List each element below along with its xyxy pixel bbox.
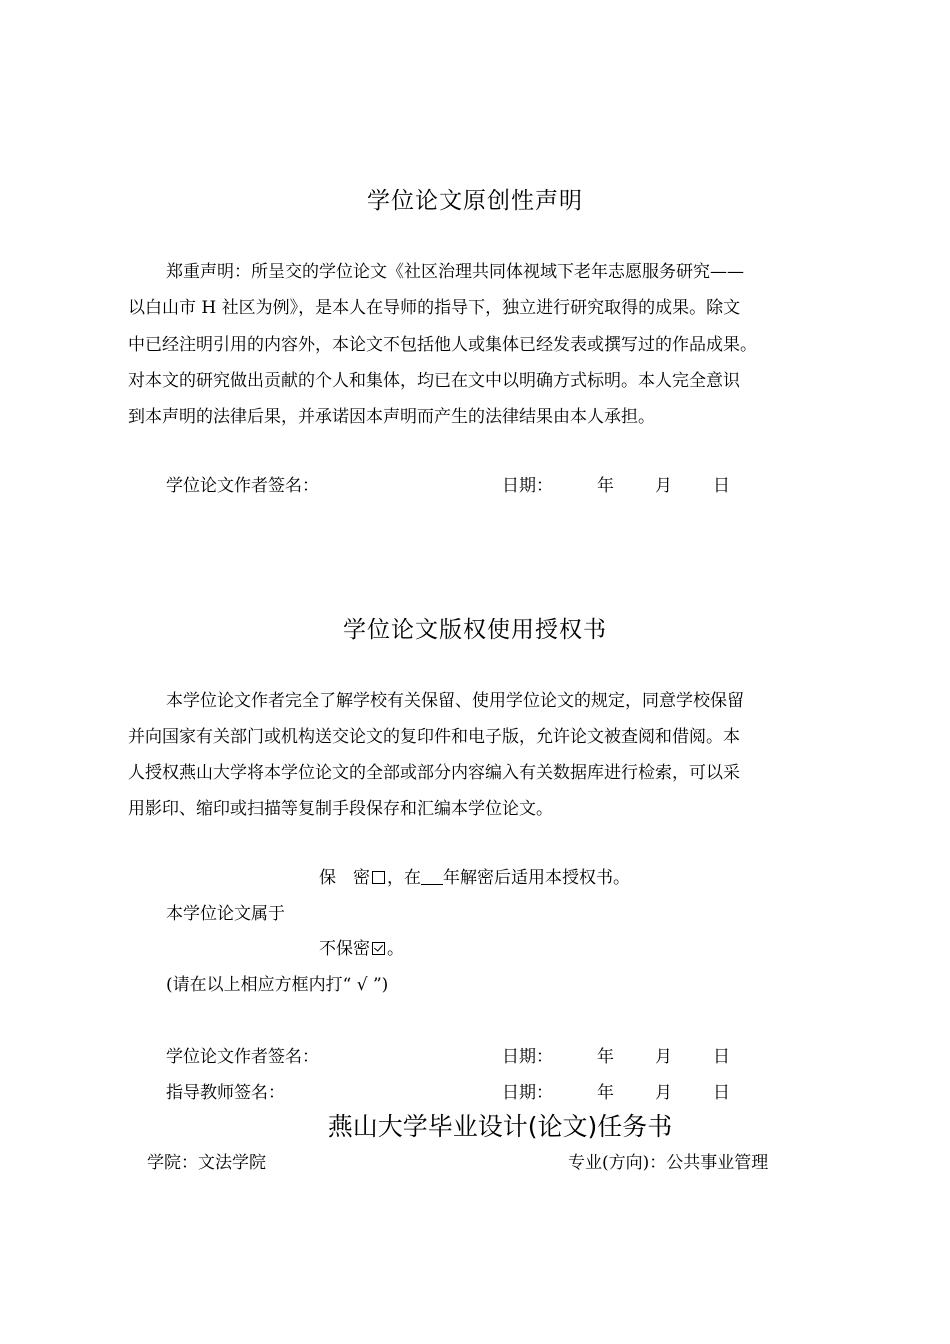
secret-years-blank[interactable] — [421, 870, 443, 885]
authorization-author-month: 月 — [655, 1047, 672, 1067]
not-secret-suffix: 。 — [387, 939, 404, 959]
authorization-author-sign-label: 学位论文作者签名： — [166, 1047, 319, 1067]
declaration-month: 月 — [655, 476, 672, 496]
declaration-title: 学位论文原创性声明 — [367, 188, 583, 214]
authorization-title: 学位论文版权使用授权书 — [343, 617, 607, 643]
advisor-sign-label: 指导教师签名： — [166, 1083, 285, 1103]
authorization-line-1: 本学位论文作者完全了解学校有关保留、使用学位论文的规定，同意学校保留 — [166, 691, 744, 711]
not-secret-option-line — [319, 934, 404, 959]
declaration-author-sign-label: 学位论文作者签名： — [166, 476, 319, 496]
declaration-year: 年 — [597, 476, 614, 496]
declaration-day: 日 — [713, 476, 730, 496]
secret-checkbox[interactable] — [372, 871, 385, 884]
task-book-title: 燕山大学毕业设计(论文)任务书 — [327, 1112, 673, 1141]
major-label: 专业(方向)：公共事业管理 — [568, 1153, 769, 1173]
advisor-date-label: 日期： — [502, 1083, 553, 1103]
advisor-month: 月 — [655, 1083, 672, 1103]
secret-label: 保 密 — [319, 868, 370, 888]
declaration-date-label: 日期： — [502, 476, 553, 496]
authorization-line-3: 人授权燕山大学将本学位论文的全部或部分内容编入有关数据库进行检索，可以采 — [128, 763, 740, 783]
advisor-year: 年 — [597, 1083, 614, 1103]
authorization-author-date-label: 日期： — [502, 1047, 553, 1067]
secret-suffix-b: 年解密后适用本授权书。 — [443, 868, 630, 888]
declaration-line-2: 以白山市 H 社区为例》，是本人在导师的指导下，独立进行研究取得的成果。除文 — [128, 298, 741, 318]
authorization-line-4: 用影印、缩印或扫描等复制手段保存和汇编本学位论文。 — [128, 799, 553, 819]
declaration-line-3: 中已经注明引用的内容外，本论文不包括他人或集体已经发表或撰写过的作品成果。 — [128, 335, 757, 355]
authorization-author-year: 年 — [597, 1047, 614, 1067]
secret-option-line — [319, 863, 630, 888]
college-label: 学院：文法学院 — [147, 1153, 266, 1173]
advisor-day: 日 — [713, 1083, 730, 1103]
not-secret-checkbox[interactable] — [372, 942, 385, 955]
declaration-line-4: 对本文的研究做出贡献的个人和集体，均已在文中以明确方式标明。本人完全意识 — [128, 371, 740, 391]
belongs-label: 本学位论文属于 — [166, 904, 285, 924]
secret-suffix-a: ，在 — [387, 868, 421, 888]
authorization-line-2: 并向国家有关部门或机构送交论文的复印件和电子版，允许论文被查阅和借阅。本 — [128, 727, 740, 747]
declaration-line-1: 郑重声明：所呈交的学位论文《社区治理共同体视域下老年志愿服务研究—— — [166, 262, 744, 282]
not-secret-label: 不保密 — [319, 939, 370, 959]
declaration-line-5: 到本声明的法律后果，并承诺因本声明而产生的法律结果由本人承担。 — [128, 407, 655, 427]
check-instruction: (请在以上相应方框内打“ √ ”) — [166, 975, 389, 995]
authorization-author-day: 日 — [713, 1047, 730, 1067]
